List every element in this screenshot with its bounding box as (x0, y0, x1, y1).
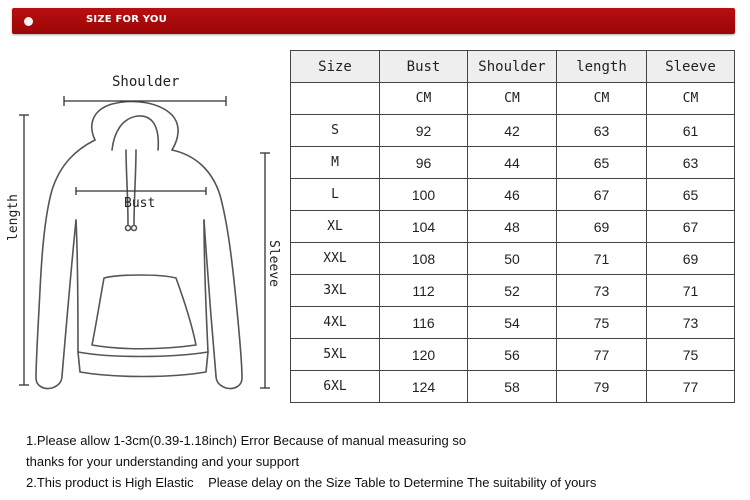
length-cell: 67 (557, 179, 647, 211)
length-cell: 69 (557, 211, 647, 243)
size-table (290, 50, 735, 403)
unit-cell: CM (557, 83, 647, 115)
unit-cell: CM (647, 83, 735, 115)
table-row (291, 243, 735, 275)
sleeve-cell: 67 (647, 211, 735, 243)
header-sleeve: Sleeve (647, 51, 735, 83)
bust-cell: 116 (380, 307, 468, 339)
size-cell: 4XL (291, 307, 380, 339)
sleeve-cell: 71 (647, 275, 735, 307)
length-cell: 77 (557, 339, 647, 371)
bullet-icon (24, 17, 33, 26)
length-cell: 75 (557, 307, 647, 339)
header-size: Size (291, 51, 380, 83)
length-cell: 65 (557, 147, 647, 179)
shoulder-cell: 52 (468, 275, 557, 307)
header-shoulder: Shoulder (468, 51, 557, 83)
unit-cell: CM (468, 83, 557, 115)
bust-cell: 92 (380, 115, 468, 147)
table-row (291, 147, 735, 179)
sleeve-cell: 73 (647, 307, 735, 339)
notes-block (26, 430, 596, 493)
bust-label: Bust (124, 196, 156, 211)
hoodie-diagram-icon (0, 50, 285, 410)
shoulder-cell: 50 (468, 243, 557, 275)
size-cell: 5XL (291, 339, 380, 371)
table-row (291, 307, 735, 339)
unit-cell (291, 83, 380, 115)
note-line: 1.Please allow 1-3cm(0.39-1.18inch) Error Because of manual measuring so (26, 433, 467, 448)
size-cell: 6XL (291, 371, 380, 403)
table-row (291, 211, 735, 243)
table-row (291, 339, 735, 371)
note-line: 2.This product is High Elastic Please delay on the Size Table to Determine The suitability of yours (26, 475, 597, 490)
table-row (291, 179, 735, 211)
bust-cell: 120 (380, 339, 468, 371)
header-bust: Bust (380, 51, 468, 83)
sleeve-cell: 69 (647, 243, 735, 275)
length-label: length (5, 194, 21, 241)
shoulder-label: Shoulder (112, 74, 180, 90)
bust-cell: 96 (380, 147, 468, 179)
size-cell: XXL (291, 243, 380, 275)
bust-cell: 112 (380, 275, 468, 307)
length-cell: 79 (557, 371, 647, 403)
length-cell: 73 (557, 275, 647, 307)
table-unit-row (291, 83, 735, 115)
table-row (291, 275, 735, 307)
shoulder-cell: 46 (468, 179, 557, 211)
bust-cell: 124 (380, 371, 468, 403)
table-header-row (291, 51, 735, 83)
size-cell: L (291, 179, 380, 211)
sleeve-cell: 63 (647, 147, 735, 179)
sleeve-cell: 77 (647, 371, 735, 403)
bust-cell: 100 (380, 179, 468, 211)
header-length: length (557, 51, 647, 83)
shoulder-cell: 56 (468, 339, 557, 371)
size-cell: S (291, 115, 380, 147)
shoulder-cell: 48 (468, 211, 557, 243)
shoulder-cell: 42 (468, 115, 557, 147)
table-row (291, 115, 735, 147)
shoulder-cell: 58 (468, 371, 557, 403)
size-cell: 3XL (291, 275, 380, 307)
size-cell: XL (291, 211, 380, 243)
length-cell: 63 (557, 115, 647, 147)
unit-cell: CM (380, 83, 468, 115)
sleeve-cell: 61 (647, 115, 735, 147)
shoulder-cell: 54 (468, 307, 557, 339)
length-cell: 71 (557, 243, 647, 275)
bust-cell: 104 (380, 211, 468, 243)
bust-cell: 108 (380, 243, 468, 275)
sleeve-cell: 65 (647, 179, 735, 211)
shoulder-cell: 44 (468, 147, 557, 179)
header-banner (12, 8, 735, 34)
sleeve-label: Sleeve (265, 240, 281, 287)
note-line: thanks for your understanding and your support (26, 454, 300, 469)
sleeve-cell: 75 (647, 339, 735, 371)
table-row (291, 371, 735, 403)
size-cell: M (291, 147, 380, 179)
banner-title: SIZE FOR YOU (86, 14, 167, 25)
